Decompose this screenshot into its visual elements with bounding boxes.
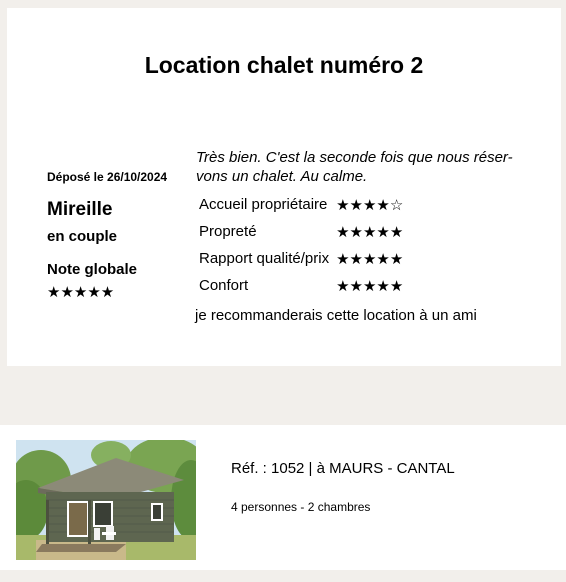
rating-label: Propreté: [199, 223, 257, 240]
rating-label: Rapport qualité/prix: [199, 250, 330, 267]
rating-row: [196, 191, 406, 218]
rating-label: Accueil propriétaire: [199, 196, 328, 213]
listing-reference[interactable]: Réf. : 1052 | à MAURS - CANTAL: [231, 460, 455, 477]
page-title: Location chalet numéro 2: [144, 52, 424, 78]
rating-stars: ★★★★★: [336, 223, 404, 241]
review-card: [7, 8, 561, 366]
chalet-illustration: [16, 440, 196, 560]
recommendation-text: je recommanderais cette location à un ami: [195, 307, 477, 324]
ratings-table: [196, 191, 406, 299]
rating-row: [196, 272, 406, 299]
reviewer-type: en couple: [47, 228, 118, 245]
overall-rating-label: Note globale: [47, 261, 138, 278]
rating-stars: ★★★★★: [336, 277, 404, 295]
rating-row: [196, 245, 406, 272]
rating-stars: ★★★★★: [336, 250, 404, 268]
overall-rating-stars: ★★★★★: [47, 284, 115, 301]
rating-row: [196, 218, 406, 245]
rating-stars: ★★★★☆: [336, 196, 404, 214]
review-comment: Très bien. C'est la seconde fois que nous réser-vons un chalet. Au calme.: [196, 149, 513, 185]
listing-card[interactable]: [0, 425, 566, 570]
reviewer-name: Mireille: [47, 199, 113, 220]
listing-capacity: 4 personnes - 2 chambres: [231, 500, 371, 514]
rating-label: Confort: [199, 277, 249, 294]
chalet-photo[interactable]: [16, 440, 196, 560]
review-deposit-date: Déposé le 26/10/2024: [47, 170, 168, 184]
